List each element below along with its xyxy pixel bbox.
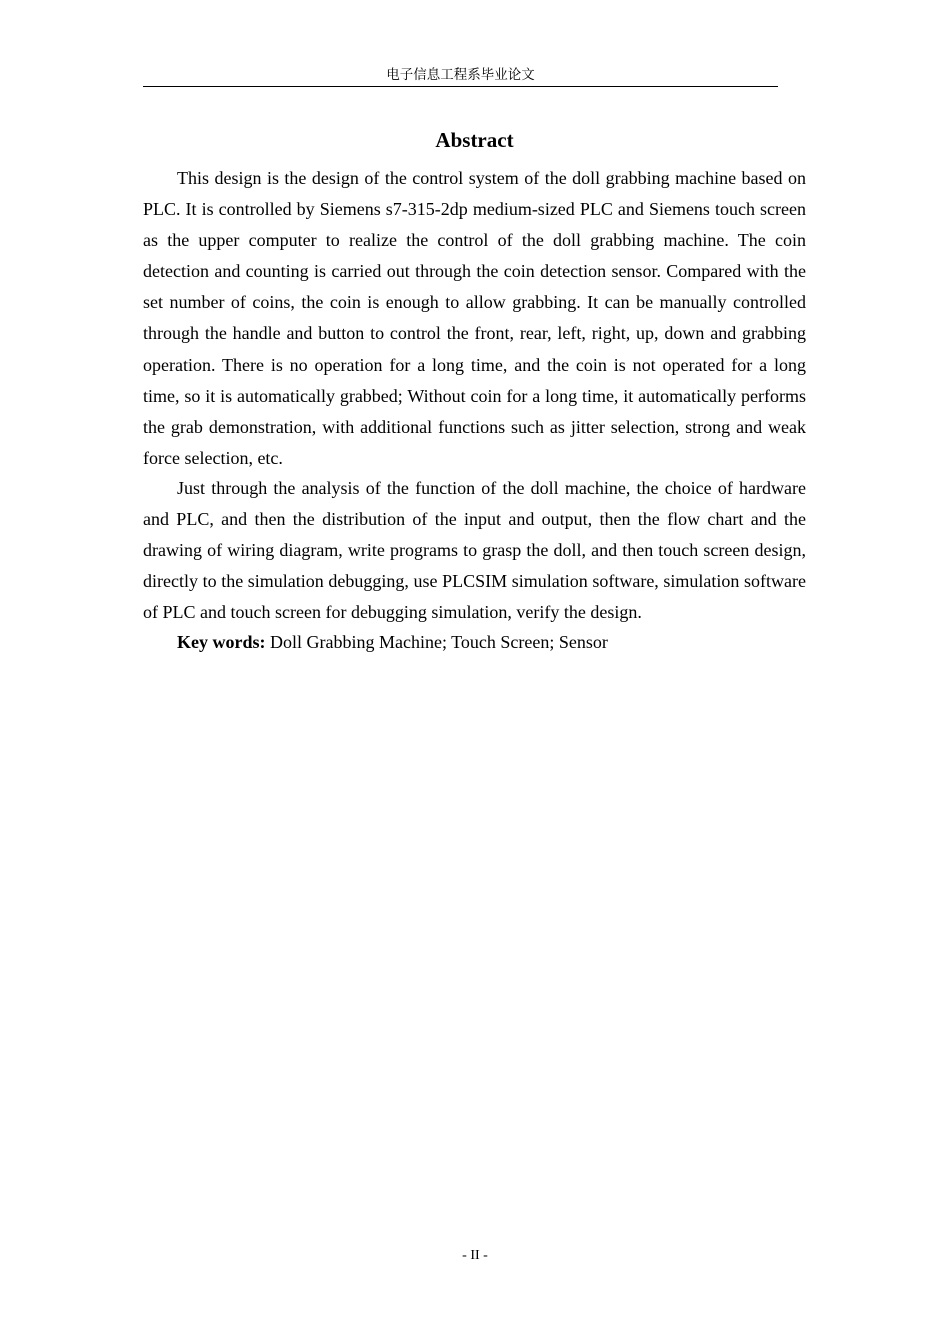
keywords-text: Doll Grabbing Machine; Touch Screen; Sensor [265,632,608,653]
page-header [143,64,778,87]
header-title: 电子信息工程系毕业论文 [386,67,535,83]
abstract-paragraph-2: Just through the analysis of the function of the doll machine, the choice of hardware and PLC, and then the distribution of the input and output, then the flow chart and the drawing of wiring diagram, write programs to grasp the doll, and then touch screen design, directly to the simulation debugging, use PLCSIM simulation software, simulation software of PLC and touch screen for debugging simulation, verify the design. [143,477,806,623]
keywords-label: Key words: [177,632,266,653]
keywords-line [143,627,806,658]
page-number: - II - [462,1248,488,1263]
abstract-heading: Abstract [435,128,514,152]
abstract-paragraph-1: This design is the design of the control system of the doll grabbing machine based on PLC. It is controlled by Siemens s7-315-2dp medium-sized PLC and Siemens touch screen as the upper computer to realize the control of the doll grabbing machine. The coin detection and counting is carried out through the coin detection sensor. Compared with the set number of coins, the coin is enough to allow grabbing. It can be manually controlled through the handle and button to control the front, rear, left, right, up, down and grabbing operation. There is no operation for a long time, and the coin is not operated for a long time, so it is automatically grabbed; Without coin for a long time, it automatically performs the grab demonstration, with additional functions such as jitter selection, strong and weak force selection, etc. [143,168,806,468]
abstract-body [143,163,806,658]
